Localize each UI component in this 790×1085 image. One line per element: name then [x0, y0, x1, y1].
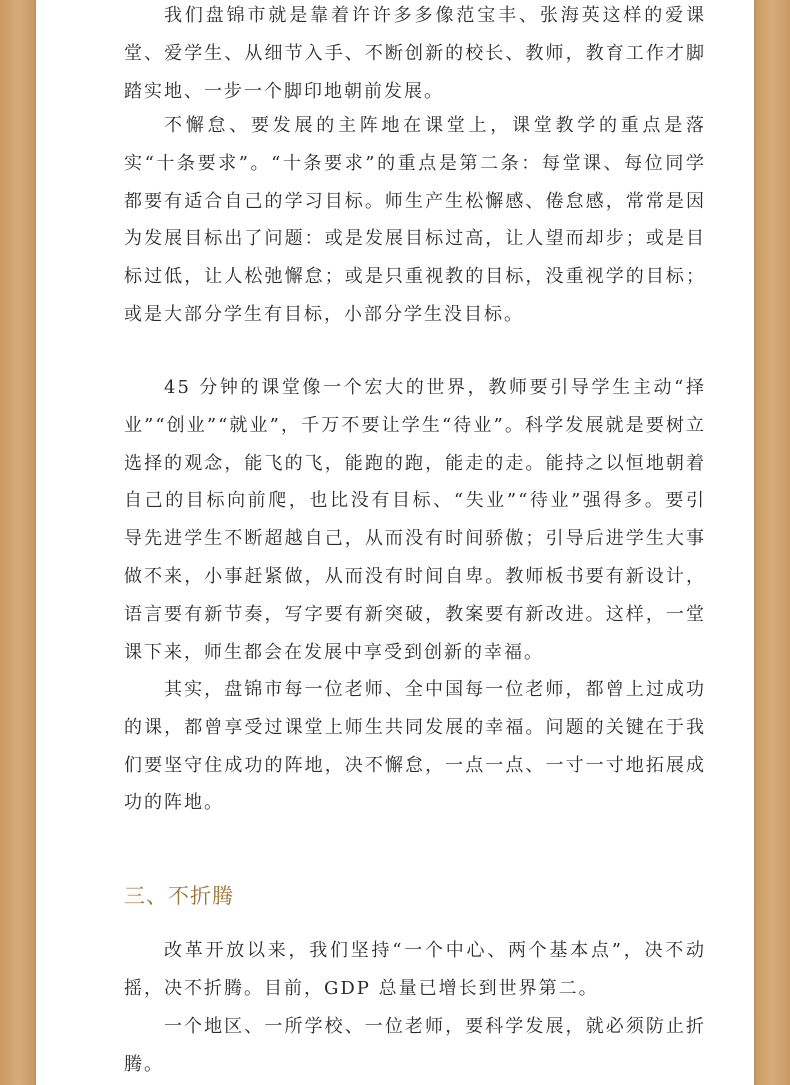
right-margin-border	[754, 0, 790, 1085]
paragraph-5: 改革开放以来，我们坚持“一个中心、两个基本点”，决不动摇，决不折腾。目前，GDP 总量已增长到世界第二。	[124, 940, 706, 999]
paragraph-3: 45 分钟的课堂像一个宏大的世界，教师要引导学生主动“择业”“创业”“就业”，千万不要让学生“待业”。科学发展就是要树立选择的观念，能飞的飞，能跑的跑，能走的走。能持之以恒地朝着自己的目标向前爬，也比没有目标、“失业”“待业”强得多。要引导先进学生不断超越自己，从而没有时间骄傲；引导后进学生大事做不来，小事赶紧做，从而没有时间自卑。教师板书要有新设计，语言要有新节奏，写字要有新突破，教案要有新改进。这样，一堂课下来，师生都会在发展中享受到创新的幸福。	[124, 377, 706, 663]
section-heading: 三、不折腾	[124, 884, 234, 908]
left-margin-border	[0, 0, 36, 1085]
paragraph-1: 我们盘锦市就是靠着许许多多像范宝丰、张海英这样的爱课堂、爱学生、从细节入手、不断创新的校长、教师，教育工作才脚踏实地、一步一个脚印地朝前发展。	[124, 5, 706, 102]
paragraph-2: 不懈怠、要发展的主阵地在课堂上，课堂教学的重点是落实“十条要求”。“十条要求”的重点是第二条：每堂课、每位同学都要有适合自己的学习目标。师生产生松懈感、倦怠感，常常是因为发展目标出了问题：或是发展目标过高，让人望而却步；或是目标过低，让人松弛懈怠；或是只重视教的目标，没重视学的目标；或是大部分学生有目标，小部分学生没目标。	[124, 115, 706, 325]
paragraph-4: 其实，盘锦市每一位老师、全中国每一位老师，都曾上过成功的课，都曾享受过课堂上师生共同发展的幸福。问题的关键在于我们要坚守住成功的阵地，决不懈怠，一点一点、一寸一寸地拓展成功的阵地。	[124, 679, 706, 814]
document-page	[36, 0, 754, 1085]
paragraph-6: 一个地区、一所学校、一位老师，要科学发展，就必须防止折腾。	[124, 1016, 706, 1075]
